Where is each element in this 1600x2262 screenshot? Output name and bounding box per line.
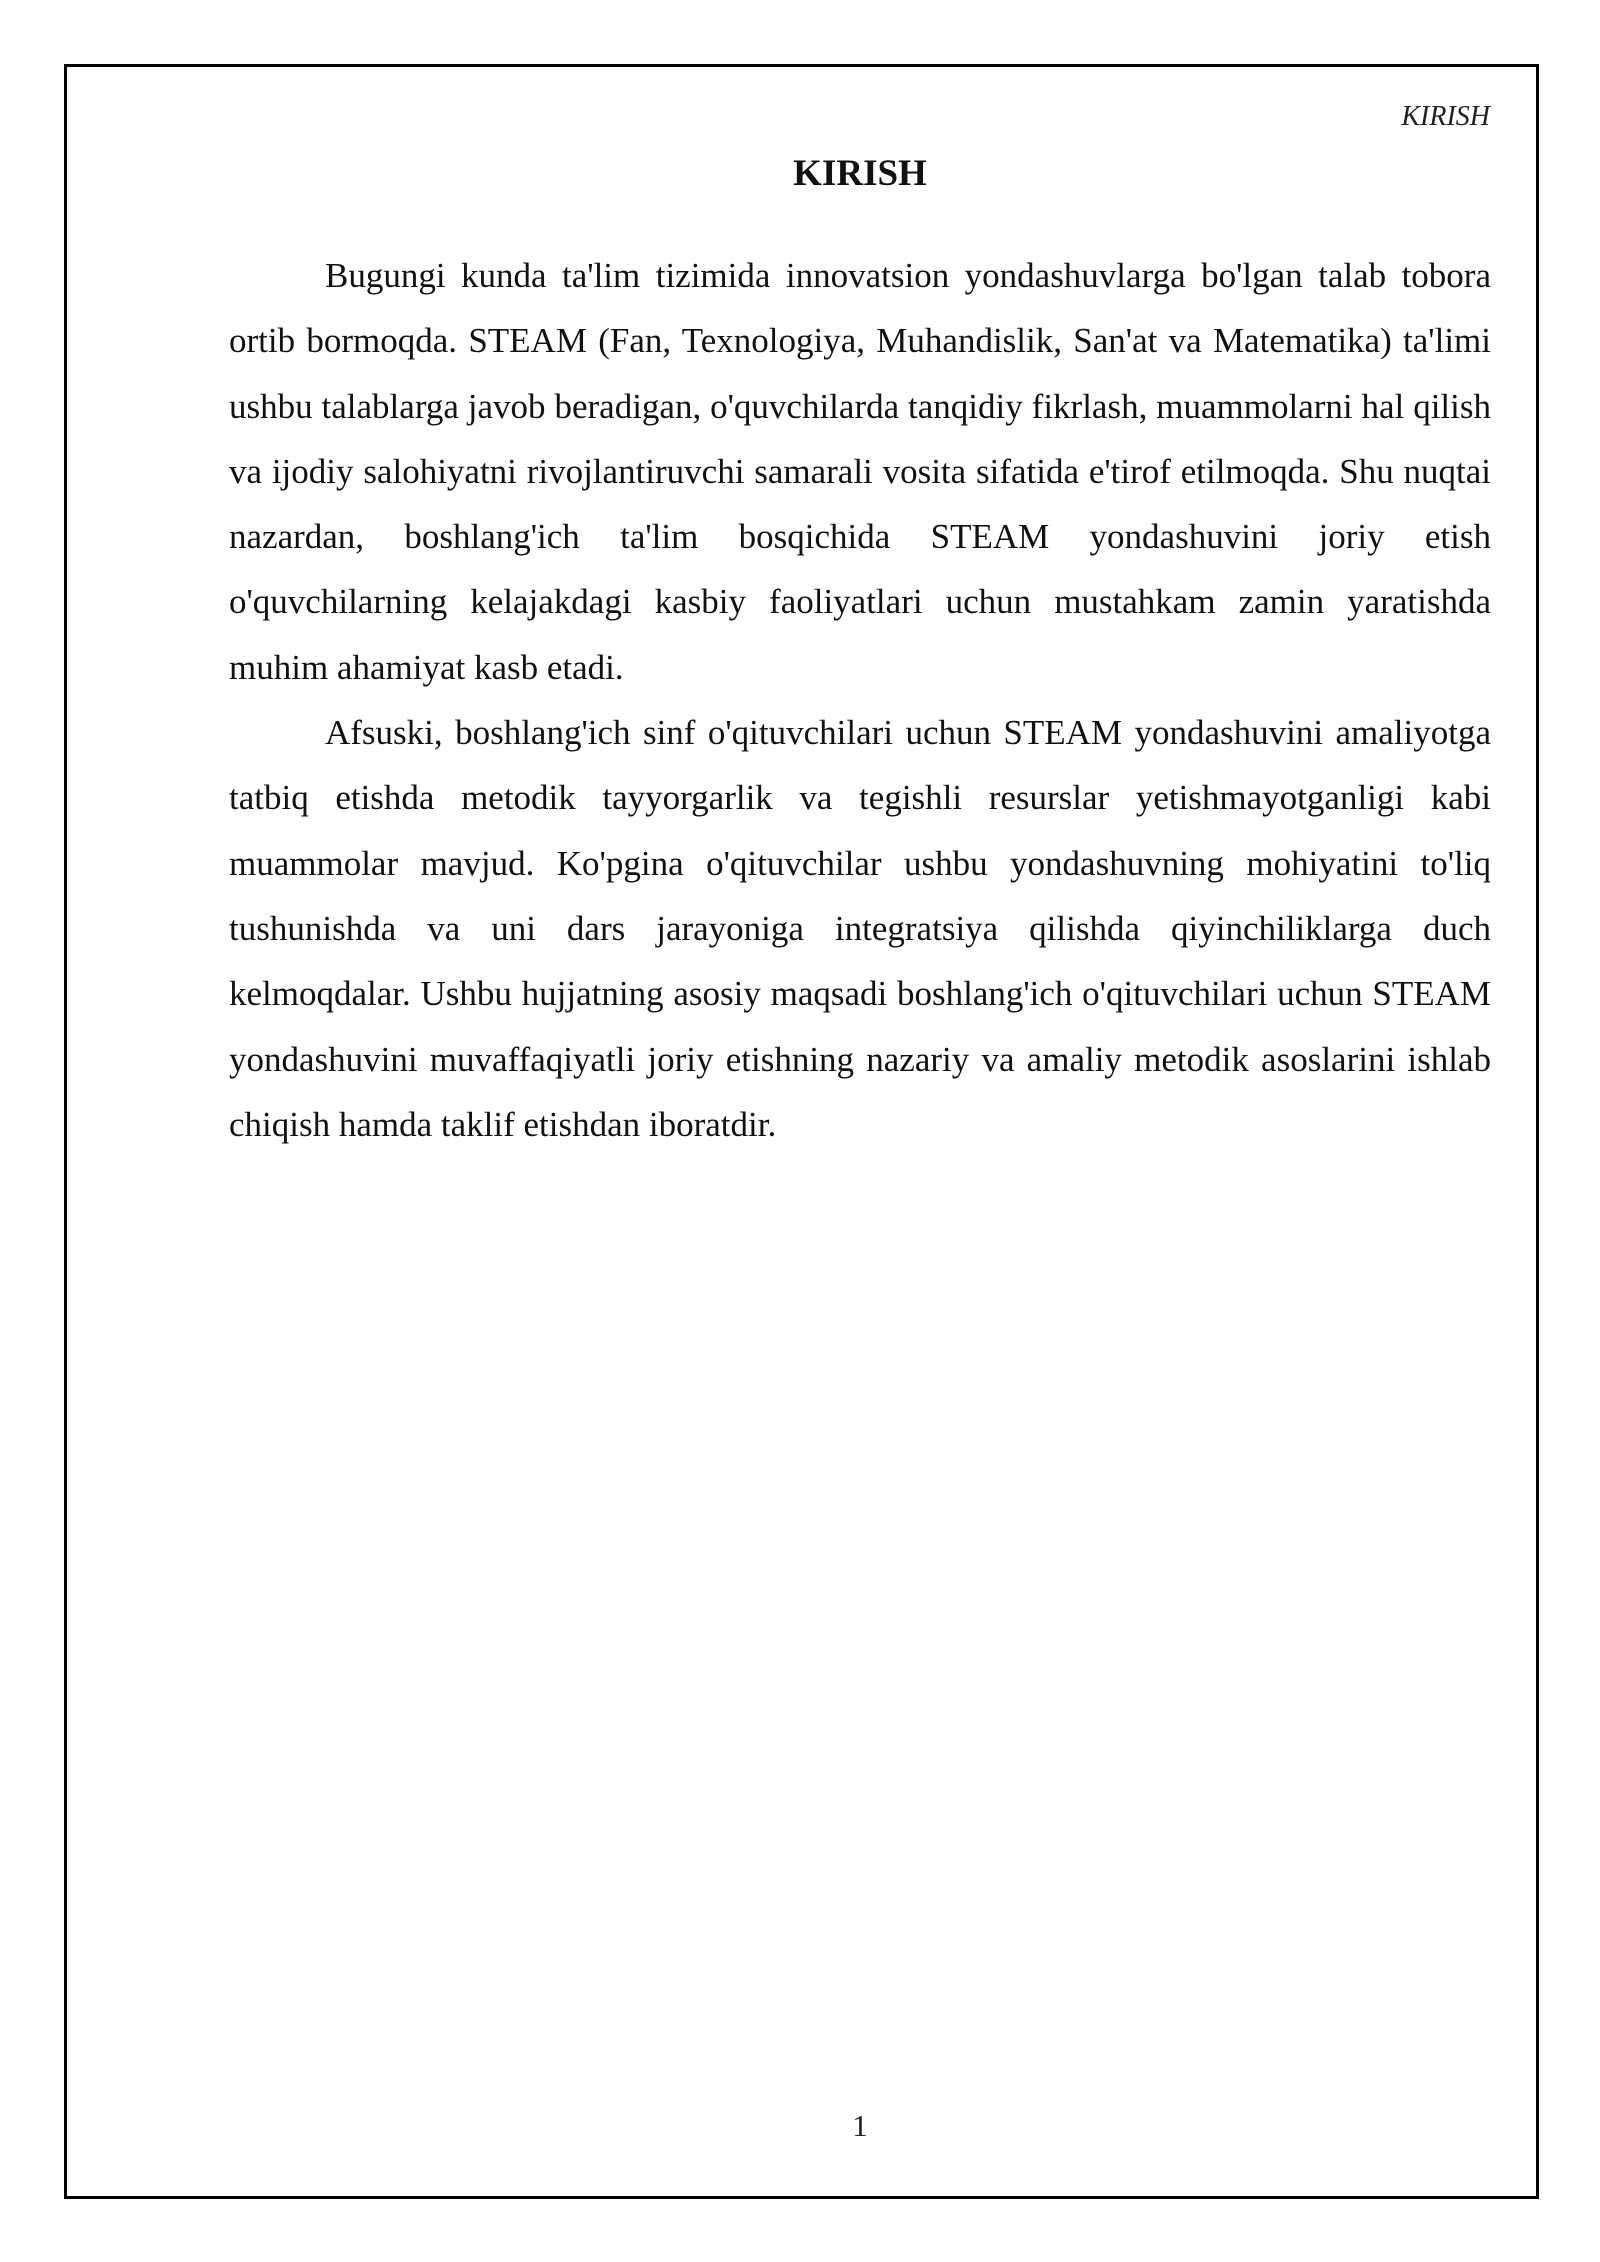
running-header: KIRISH	[1401, 101, 1490, 132]
page-title: KIRISH	[793, 153, 927, 194]
paragraph-2: Afsuski, boshlang'ich sinf o'qituvchilari uchun STEAM yondashuvini amaliyotga tatbiq etishda metodik tayyorgarlik va tegishli resurslar yetishmayotganligi kabi muammolar mavjud. Ko'pgina o'qituvchilar ushbu yondashuvning mohiyatini to'liq tushunishda va uni dars jarayoniga integratsiya qilishda qiyinchiliklarga duch kelmoqdalar. Ushbu hujjatning asosiy maqsadi boshlang'ich o'qituvchilari uchun STEAM yondashuvini muvaffaqiyatli joriy etishning nazariy va amaliy metodik asoslarini ishlab chiqish hamda taklif etishdan iboratdir.	[229, 713, 1491, 1144]
body-text	[229, 243, 1491, 1157]
paragraph-1: Bugungi kunda ta'lim tizimida innovatsion yondashuvlarga bo'lgan talab tobora ortib bormoqda. STEAM (Fan, Texnologiya, Muhandislik, San'at va Matematika) ta'limi ushbu talablarga javob beradigan, o'quvchilarda tanqidiy fikrlash, muammolarni hal qilish va ijodiy salohiyatni rivojlantiruvchi samarali vosita sifatida e'tirof etilmoqda. Shu nuqtai nazardan, boshlang'ich ta'lim bosqichida STEAM yondashuvini joriy etish o'quvchilarning kelajakdagi kasbiy faoliyatlari uchun mustahkam zamin yaratishda muhim ahamiyat kasb etadi.	[229, 256, 1491, 687]
page-number: 1	[852, 2108, 868, 2143]
